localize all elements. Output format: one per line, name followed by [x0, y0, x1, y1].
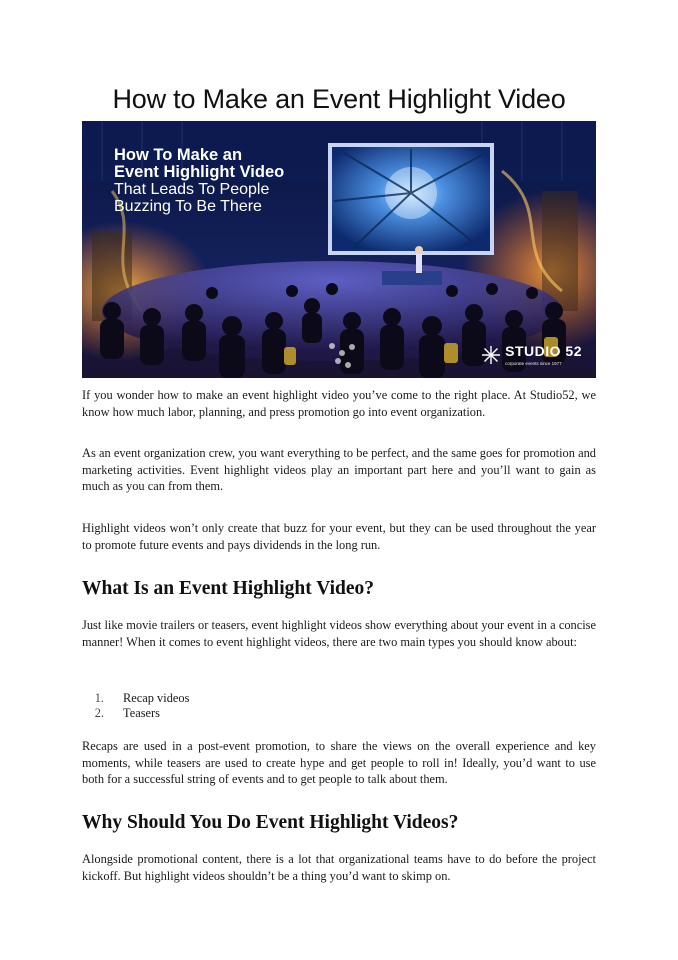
- hero-line-2: Event Highlight Video: [114, 163, 285, 181]
- heading-what-is: What Is an Event Highlight Video?: [82, 578, 375, 599]
- list-number: 1.: [94, 691, 104, 705]
- heading-why: Why Should You Do Event Highlight Videos?: [82, 812, 459, 833]
- paragraph-trailers: Just like movie trailers or teasers, event highlight videos show everything about your event in a concise manner! When it comes to event highlight videos, there are two main types you should know about:: [82, 618, 596, 649]
- starburst-icon: [481, 345, 501, 365]
- hero-line-1: How To Make an: [114, 146, 243, 164]
- paragraph-buzz: Highlight videos won’t only create that buzz for your event, but they can be used throughout the year to promote future events and pays dividends in the long run.: [82, 521, 596, 552]
- hero-line-4: Buzzing To Be There: [114, 198, 262, 215]
- intro-paragraph: If you wonder how to make an event highlight video you’ve come to the right place. At Studio52, we know how much labor, planning, and press promotion go into event organization.: [82, 388, 596, 419]
- list-number: 2.: [94, 706, 104, 720]
- logo-name: STUDIO 52: [505, 343, 582, 359]
- list-item: [82, 691, 189, 706]
- list-text: Teasers: [123, 706, 160, 720]
- studio52-logo: [481, 343, 582, 366]
- hero-image: [82, 121, 596, 378]
- paragraph-crew: As an event organization crew, you want everything to be perfect, and the same goes for promotion and marketing activities. Event highlight videos play an important part here and you’ll want to gain as much as you can from them.: [82, 446, 596, 493]
- paragraph-alongside: Alongside promotional content, there is a lot that organizational teams have to do before the project kickoff. But highlight videos shouldn’t be a thing you’d want to skimp on.: [82, 852, 596, 883]
- list-item: [82, 706, 189, 721]
- hero-headline: [114, 147, 284, 215]
- page-title: How to Make an Event Highlight Video: [112, 84, 566, 114]
- video-types-list: [82, 691, 189, 721]
- list-text: Recap videos: [123, 691, 190, 705]
- logo-tagline: corporate events since 1977: [505, 361, 562, 366]
- hero-line-3: That Leads To People: [114, 181, 270, 198]
- paragraph-recaps: Recaps are used in a post-event promotion, to share the views on the overall experience and key moments, while teasers are used to create hype and get people to roll in! Ideally, you’d want to use both for a successful string of events and to get people to talk about them.: [82, 739, 596, 786]
